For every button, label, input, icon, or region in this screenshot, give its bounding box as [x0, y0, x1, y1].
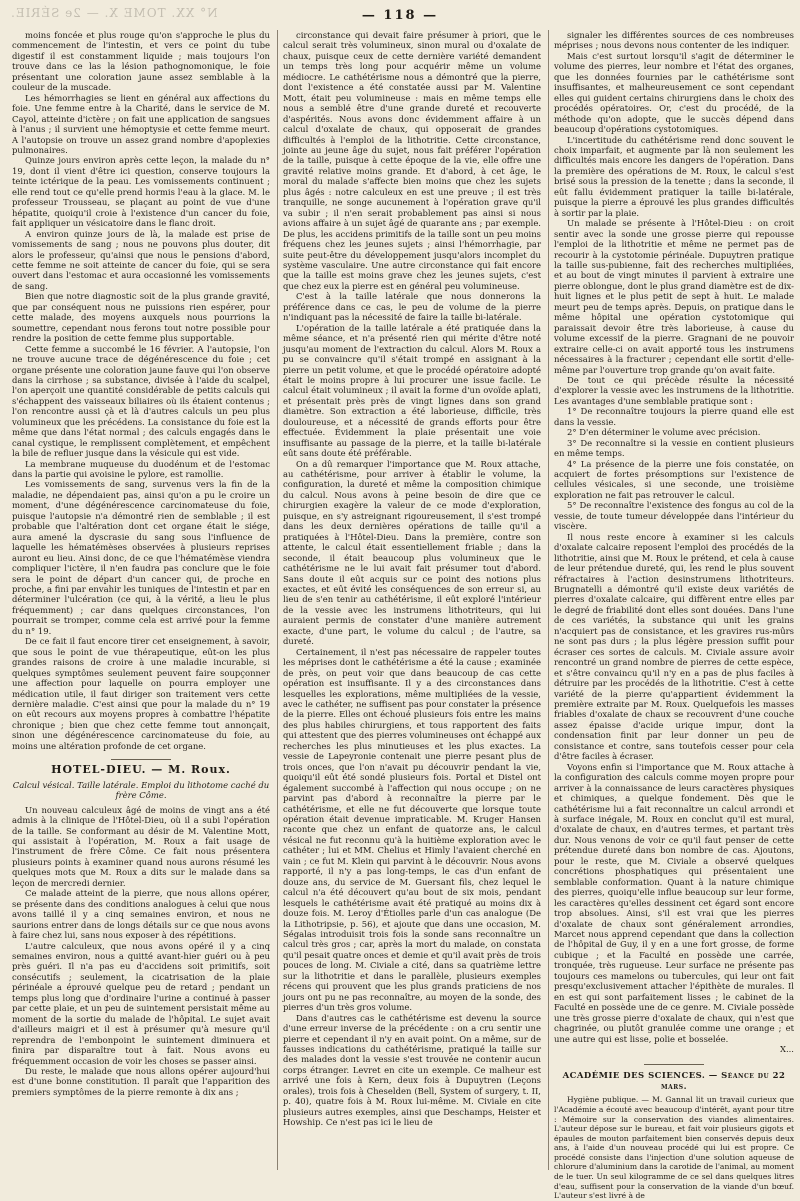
paragraph: moins foncée et plus rouge qu'on s'approche le plus du commencement de l'intestin, et vers ce point du tube digestif il est constamment liquide ; mais toujours l'on trouve dans ce las la lésion pathognomonique, le foie présentant une coloration jaune assez semblable à la couleur de la muscade. [12, 30, 270, 93]
paragraph: Les vomissements de sang, survenus vers la fin de la maladie, ne dépendaient pas, ainsi qu'on a pu le croire un moment, d'une dégénérescence carcinomateuse du foie, puisque l'autopsie n'a démontré rien de semblable ; il est probable que l'altération dont cet organe était le siége, aura amené la dyscrasie du sang sous l'influence de laquelle les hématémèses observées à plusieurs reprises auront eu lieu. Ainsi donc, de ce que l'hématémèse viendra compliquer l'ictère, il n'en faudra pas conclure que le foie sera le point de départ d'un cancer qui, de proche en proche, a fini par envahir les tuniques de l'intestin et par en déterminer l'ulcération (ce qui, à la vérité, a lieu le plus fréquemment) ; car dans quelques circonstances, l'on pourrait se tromper, comme cela est arrivé pour la femme du n° 19. [12, 479, 270, 636]
paragraph: L'autre calculeux, que nous avons opéré il y a cinq semaines environ, nous a quitté avant-hier guéri ou à peu près guéri. Il n'a pas eu d'accidens soit primitifs, soit consécutifs ; seulement, la cicatrisation de la plaie périnéale a éprouvé quelque peu de retard ; pendant un temps plus long que d'ordinaire l'urine a continué à passer par cette plaie, et un peu de suintement persistait même au moment de la sortie du malade de l'hôpital. Le sujet avait d'ailleurs maigri et il est à présumer qu'à mesure qu'il reprendra de l'embonpoint le suintement diminuera et finira par disparaître tout à fait. Nous avons eu fréquemment occasion de voir les choses se passer ainsi. [12, 940, 270, 1066]
paragraph: 2° D'en déterminer le volume avec précision. [567, 427, 761, 438]
paragraph: Il nous reste encore à examiner si les calculs d'oxalate calcaire reposent l'emploi des procédés de la lithotritie, ainsi que M. Roux le prétend, et cela à cause de leur prétendue dureté, qui, les rend le plus souvent réfractaires à l'action desinstrumens lithotriteurs. Brugnatelli a démontré qu'il existe deux variétés de pierres d'oxalate calcaire, qui diffèrent entre elles par le degré de friabilité dont elles sont douées. Dans l'une de ces variétés, la substance qui unit les grains n'acquiert pas de consistance, et les gravires rus-mûrs ne sont pas durs ; la plus légère pression suffit pour écraser ces sortes de calculs. M. Civiale assure avoir rencontré un grand nombre de pierres de cette espèce, et s'être convaincu qu'il n'y en a pas de plus faciles à détruire par les procédés de la lithotritie. C'est à cette variété de la pierre qu'appartient évidemment la première extraite par M. Roux. Quelquefois les masses friables d'oxalate de chaux se recouvrent d'une couche assez épaisse d'acide urique impur, dont la condensation finit par leur donner un peu de consistance et contre, sans toutefois cesser pour cela d'être faciles à écraser. [554, 531, 794, 762]
academy-heading-text: ACADÉMIE DES SCIENCES. — Séance du 22 mars. [562, 1070, 786, 1091]
paragraph: Un malade se présente à l'Hôtel-Dieu : on croit sentir avec la sonde une grosse pierre qui repousse l'emploi de la lithotritie et même ne permet pas de recourir à la cystotomie périnéale. Dupuytren pratique la taille sus-pubienne, fait des recherches multipliées, et au bout de vingt minutes il parvient à extraire une pierre oblongue, dont le plus grand diamètre est de dix-huit lignes et le plus petit de sept à huit. Le malade meurt peu de temps après. Depuis, on pratique dans le même hôpital une opération cystotomique qui paraissait devoir être très laborieuse, à cause du volume excessif de la pierre. Gragnani de ne pouvoir extraire celle-ci on avait apporté tous les instrumens nécessaires à la fracturer ; cependant elle sortit d'elle-même par l'ouverture trop grande qu'on avait faite. [554, 218, 794, 375]
paragraph: De ce fait il faut encore tirer cet enseignement, à savoir, que sous le point de vue thérapeutique, eût-on les plus grandes raisons de croire à une maladie incurable, si quelques symptômes seulement peuvent faire soupçonner une affection pour laquelle on pourra employer une médication utile, il faut diriger son traitement vers cette dernière maladie. C'est ainsi que pour la malade du n° 19 on eût recours aux moyens propres à combattre l'hépatite chronique ; bien que chez cette femme tout annonçait, sinon une dégénérescence carcinomateuse du foie, au moins une altération profonde de cet organe. [12, 636, 270, 751]
paragraph: 4° La présence de la pierre une fois constatée, on acquiert de fortes présomptions sur l'existence de cellules vésicales, si une seconde, une troisième exploration ne fait pas retrouver le calcul. [554, 458, 794, 500]
paragraph: Quinze jours environ après cette leçon, la malade du n° 19, dont il vient d'être ici question, conserve toujours la teinte ictérique de la peau. Les vomissements continuent ; elle rend tout ce qu'elle prend hormis l'eau à la glace. M. le professeur Trousseau, se plaçant au point de vue d'une hépatite, quoiqu'il croie à l'existence d'un cancer du foie, fait appliquer un vésicatoire dans le flanc droit. [12, 155, 270, 229]
column-2 [283, 30, 541, 1170]
column-3 [554, 30, 795, 1201]
column-1 [12, 30, 270, 1170]
section-heading [12, 759, 270, 775]
academy-heading [554, 1064, 794, 1091]
paragraph: Voyons enfin si l'importance que M. Roux attache à la configuration des calculs comme moyen propre pour arriver à la connaissance de leurs caractères physiques et chimiques, a quelque fondement. Dès que le cathétérisme lui a fait reconnaître un calcul arrondi et à surface inégale, M. Roux en conclut qu'il est mural, d'oxalate de chaux, en d'autres termes, et partant très dur. Nous venons de voir ce qu'il faut penser de cette prétendue dureté dans bon nombre de cas. Ajoutons, pour le reste, que M. Civiale a observé quelques concrétions phosphatiques qui présentaient une semblable conformation. Quant à la nature chimique des pierres, quoiqu'elle influe beaucoup sur leur forme, les caractères qu'elles dessinent cet égard sont encore trop absolues. Ainsi, s'il est vrai que les pierres d'oxalate de chaux sont généralement arrondies, Marcet nous apprend cependant que dans la collection de l'hôpital de Guy, il y en a une fort grosse, de forme cubique ; et la Faculté en possède une carrée, tronquée, très rugueuse. Leur surface ne présente pas toujours ces mamelons ou tubercules, qui leur ont fait presqu'exclusivement attacher l'épithète de murales. Il en est qui sont parfaitement lisses ; le cabinet de la Faculté en possède une de ce genre. M. Civiale possède une très grosse pierre d'oxalate de chaux, qui n'est que chagrinée, ou plutôt granulée comme une orange ; et une autre qui est lisse, polie et bosselée. [554, 761, 794, 1044]
paragraph: C'est à la taille latérale que nous donnerons la préférence dans ce cas, le peu de volume de la pierre n'indiquant pas la nécessité de faire la taille bi-latérale. [283, 291, 541, 323]
signature: X... [779, 1043, 794, 1054]
paragraph: L'opération de la taille latérale a été pratiquée dans la même séance, et n'a présenté rien qui mérite d'être noté jusqu'au moment de l'extraction du calcul. Alors M. Roux a pu se convaincre qu'il s'était trompé en assignant à la pierre un petit volume, et que le procédé opératoire adopté était le moins propre à lui procurer une issue facile. Le calcul était volumineux ; il avait la forme d'un ovoïde aplati, et présentait près près de vingt lignes dans son grand diamètre. Son extraction a été laborieuse, difficile, très douloureuse, et a nécessité de grands efforts pour être effectuée. Évidemment la plaie présentait une voie insuffisante au passage de la pierre, et la taille bi-latérale eût sans doute été préférable. [283, 322, 541, 459]
paragraph: 5° De reconnaître l'existence des fongus au col de la vessie, de toute tumeur développée dans l'intérieur du viscère. [554, 500, 794, 532]
paragraph: On a dû remarquer l'importance que M. Roux attache, au cathétérisme, pour arriver à établir le volume, la configuration, la dureté et même la composition chimique du calcul. Nous avons à peine besoin de dire que ce chirurgien exagère la valeur de ce mode d'exploration, puisque, en s'y astreignant rigoureusement, il s'est trompé dans les deux dernières opérations de taille qu'il a pratiquées à l'Hôtel-Dieu. Dans la première, contre son attente, le calcul était essentiellement friable ; dans la seconde, il était beaucoup plus volumineux que le cathétérisme ne le lui avait fait présumer tout d'abord. Sans doute il eût acquis sur ce point des notions plus exactes, et eût évité les conséquences de son erreur si, au lieu de s'en tenir au cathétérisme, il eût exploré l'intérieur de la vessie avec les instrumens lithotriteurs, qui lui auraient permis de constater d'une manière autrement exacte, d'une part, le volume du calcul ; de l'autre, sa dureté. [283, 458, 541, 647]
paragraph: Ce malade atteint de la pierre, que nous allons opérer, se présente dans des conditions analogues à celui que nous avons taillé il y a cinq semaines environ, et nous ne saurions entrer dans de longs détails sur ce que nous avons à faire chez lui, sans nous exposer à des répétitions. [12, 888, 270, 941]
bleed-through-text: N° XX. TOME X. — 2e SÉRIE. [10, 6, 218, 20]
paragraph: De tout ce qui précède résulte la nécessité d'explorer la vessie avec les instrumens de la lithotritie. Les avantages d'une semblable pratique sont : [554, 374, 794, 406]
paragraph: signaler les différentes sources de ces nombreuses méprises ; nous devons nous contenter de les indiquer. [554, 30, 794, 51]
paragraph: Certainement, il n'est pas nécessaire de rappeler toutes les méprises dont le cathétérisme a été la cause ; examinée de près, on peut voir que dans beaucoup de cas cette opération est insuffisante. Il y a des circonstances dans lesquelles les explorations, même multipliées de la vessie, avec le cathéter, ne suffisent pas pour constater la présence de la pierre. Elles ont échoué plusieurs fois entre les mains des plus habiles chirurgiens, et tous rapportent des faits qui attestent que des pierres volumineuses ont échappé aux recherches les plus minutieuses et les plus exactes. La vessie de Lapeyronie contenait une pierre pesant plus de trois onces, que l'on n'avait pu découvrir pendant la vie, quoiqu'il eût été sondé plusieurs fois. Portal et Distel ont également succombé à l'affection qui nous occupe ; on ne parvint pas d'abord à reconnaître la pierre par le cathétérisme, et elle ne fut découverte que lorsque toute opération était devenue impraticable. M. Kruger Hansen raconte que chez un enfant de quatorze ans, le calcul vésical ne fut reconnu qu'à la huitième exploration avec le cathéter ; lui et MM. Chelius et Himly l'avaient cherché en vain ; ce fut M. Klein qui parvint à le découvrir. Nous avons rapporté, il n'y a pas long-temps, le cas d'un enfant de douze ans, du service de M. Guersant fils, chez lequel le calcul n'a été découvert qu'au bout de six mois, pendant lesquels le cathétérisme avait été pratiqué au moins dix à douze fois. M. Leroy d'Étiolles parle d'un cas analogue (De la Lithotripsie, p. 56), et ajoute que dans une occasion, M. Ségalas introduisit trois fois la sonde sans reconnaître un calcul très gros ; car, après la mort du malade, on constata qu'il pesait quatre onces et demie et qu'il avait près de trois pouces de long. M. Civiale a cité, dans sa quatrième lettre sur la lithotritie et dans le parallèle, plusieurs exemples récens qui prouvent que les plus grands praticiens de nos jours ont pu ne pas reconnaître, au moyen de la sonde, des pierres d'un très gros volume. [283, 646, 541, 1013]
paragraph: Dans d'autres cas le cathétérisme est devenu la source d'une erreur inverse de la précédente : on a cru sentir une pierre et cependant il n'y en avait point. On a même, sur de fausses indications du cathétérisme, pratiqué la taille sur des malades dont la vessie s'est trouvée ne contenir aucun corps étranger. Levret en cite un exemple. Ce malheur est arrivé une fois à Kern, deux fois à Dupuytren (Leçons orales), trois fois à Cheselden (Bell, System of surgery, t. II, p. 40), quatre fois à M. Roux lui-même. M. Civiale en cite plusieurs autres exemples, ainsi que Deschamps, Heister et Howship. Ce n'est pas ici le lieu de [283, 1012, 541, 1128]
paragraph: Du reste, le malade que nous allons opérer aujourd'hui est d'une bonne constitution. Il paraît que l'apparition des premiers symptômes de la pierre remonte à dix ans ; [12, 1065, 270, 1097]
paragraph: circonstance qui devait faire présumer à priori, que le calcul serait très volumineux, sinon mural ou d'oxalate de chaux, puisque ceux de cette dernière variété demandent un temps très long pour acquérir même un volume médiocre. Le cathétérisme nous a démontré que la pierre, dont l'existence a été constatée aussi par M. Valentine Mott, était peu volumineuse : mais en même temps elle nous a semblé être d'une grande dureté et recouverte d'aspérités. Nous avons donc évidemment affaire à un calcul d'oxalate de chaux, qui opposerait de grandes difficultés à l'emploi de la lithotritie. Cette circonstance, jointe au jeune âge du sujet, nous fait préférer l'opération de la taille, puisque à cette époque de la vie, elle offre une gravité relative moins grande. Et d'abord, à cet âge, le moral du malade s'affecte bien moins que chez les sujets plus âgés : notre calculeux en est une preuve ; il est très tranquille, ne songe aucunement à l'opération grave qu'il va subir ; il n'en serait probablement pas ainsi si nous avions affaire à un sujet âgé de quarante ans ; par exemple. De plus, les accidens primitifs de la taille sont un peu moins fréquens chez les jeunes sujets ; ainsi l'hémorrhagie, par suite peut-être du développement jusqu'alors incomplet du système vasculaire. Une autre circonstance qui fait encore que la taille est moins grave chez les jeunes sujets, c'est que chez eux la pierre est en général peu volumineuse. [283, 30, 541, 291]
paragraph: L'incertitude du cathétérisme rend donc souvent le choix imparfait, et augmente par là non seulement les difficultés mais encore les dangers de l'opération. Dans la première des opérations de M. Roux, le calcul s'est brisé sous la pression de la tenette ; dans la seconde, il eût fallu évidemment pratiquer la taille bi-latérale, puisque la pierre a éprouvé les plus grandes difficultés à sortir par la plaie. [554, 134, 794, 218]
paragraph: La membrane muqueuse du duodénum et de l'estomac dans la partie qui avoisine le pylore, est ramollie. [12, 458, 270, 480]
section-heading-text: HOTEL-DIEU. — M. Roux. [51, 763, 231, 777]
paragraph: Bien que notre diagnostic soit de la plus grande gravité, que par conséquent nous ne puissions rien espérer, pour cette malade, des moyens auxquels nous pourrions la soumettre, cependant nous ferons tout notre possible pour rendre la position de cette femme plus supportable. [12, 291, 270, 344]
page-number: — 118 — [361, 8, 439, 23]
paragraph: Les hémorrhagies se lient en général aux affections du foie. Une femme entre à la Charité, dans le service de M. Cayol, atteinte d'ictère ; on fait une application de sangsues à l'anus ; il survient une hémoptysie et cette femme meurt. A l'autopsie on trouve un assez grand nombre d'apoplexies pulmonaires. [12, 92, 270, 155]
paragraph: Un nouveau calculeux âgé de moins de vingt ans a été admis à la clinique de l'Hôtel-Dieu, où il a subi l'opération de la taille. Se conformant au désir de M. Valentine Mott, qui assistait à l'opération, M. Roux a fait usage de l'instrument de frère Côme. Ce fait nous présentera plusieurs points à examiner quand nous aurons résumé les quelques mots que M. Roux a dits sur le malade dans sa leçon de mercredi dernier. [12, 804, 270, 888]
paragraph: 1° De reconnaître toujours la pierre quand elle est dans la vessie. [554, 406, 794, 427]
heading-rule [644, 1064, 704, 1065]
paragraph: 3° De reconnaître si la vessie en contient plusieurs en même temps. [554, 437, 794, 459]
paragraph: Cette femme a succombé le 16 février. A l'autopsie, l'on ne trouve aucune trace de dégénérescence du foie ; cet organe présente une coloration jaune fauve qui l'on observe dans la cirrhose ; sa substance, divisée à l'aide du scalpel, l'on aperçoit une quantité considérable de petits calculs qui s'échappent des vaisseaux biliaires où ils étaient contenus ; l'on rencontre aussi çà et là d'autres calculs un peu plus volumineux que les précédens. La consistance du foie est la même que dans l'état normal ; des calculs engagés dans le canal cystique, le remplissent complètement, et empêchent la bile de refluer jusque dans la vésicule qui est vide. [12, 343, 270, 459]
column-divider [548, 30, 549, 1170]
heading-rule [111, 759, 171, 760]
paragraph: Mais c'est surtout lorsqu'il s'agit de déterminer le volume des pierres, leur nombre et l'état des organes, que les données fournies par le cathétérisme sont insuffisantes, et malheureusement ce sont cependant elles qui guident certains chirurgiens dans le choix des procédés opératoires. Or, c'est du procédé, de la méthode qu'on adopte, que le succès dépend dans beaucoup d'opérations cystotomiques. [554, 50, 794, 135]
paragraph: A environ quinze jours de là, la malade est prise de vomissements de sang ; nous ne pouvons plus douter, dit alors le professeur, qu'ainsi que nous le pensions d'abord, cette femme ne soit atteinte de cancer du foie, qui se sera ouvert dans l'estomac et aura occasionné les vomissements de sang. [12, 228, 270, 291]
article-title: Calcul vésical. Taille latérale. Emploi du lithotome caché du frère Côme. [12, 779, 270, 801]
paragraph: Hygiène publique. — M. Gannal lit un travail curieux que l'Académie a écouté avec beaucoup d'intérêt, ayant pour titre : Mémoire sur la conservation des viandes alimentaires. L'auteur dépose sur le bureau, et fait voir plusieurs gigots et épaules de mouton parfaitement bien conservés depuis deux ans, à l'aide d'un nouveau procédé qui lui est propre. Ce procédé consiste dans l'injection d'une solution aqueuse de chlorure d'aluminium dans la carotide de l'animal, au moment de le tuer. Un seul kilogramme de ce sel dans quelques litres d'eau, suffisent pour la conservation de la viande d'un bœuf. L'auteur s'est livré à de [554, 1095, 795, 1201]
column-divider [277, 30, 278, 1170]
